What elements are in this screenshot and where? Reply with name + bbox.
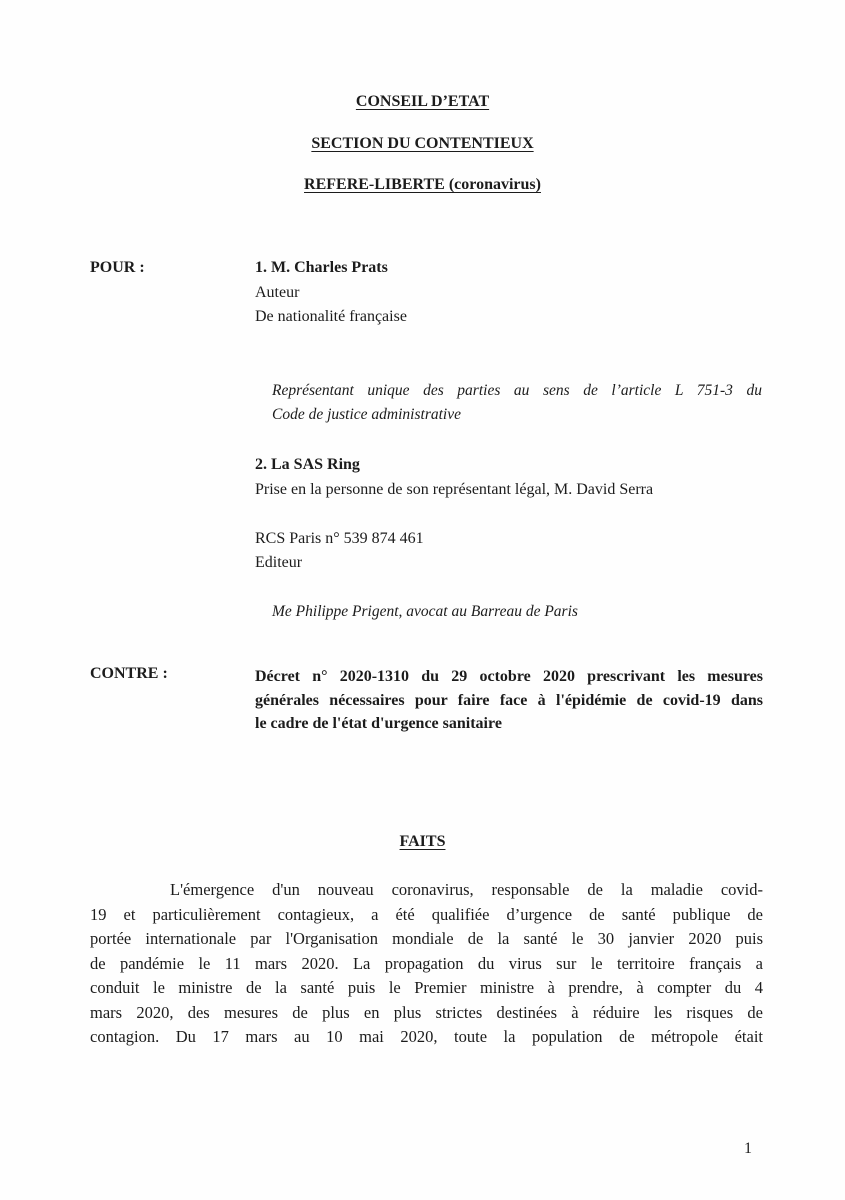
contre-line: le cadre de l'état d'urgence sanitaire <box>255 715 502 732</box>
pour-label: POUR : <box>90 259 145 276</box>
contre-decree-text <box>255 665 763 736</box>
faits-line: mars 2020, des mesures de plus en plus strictes destinées à réduire les risques de <box>90 1002 763 1022</box>
party1-role: Auteur <box>255 284 300 301</box>
party2-rcs: RCS Paris n° 539 874 461 <box>255 530 424 547</box>
party1-nationality: De nationalité française <box>255 308 407 325</box>
contre-label: CONTRE : <box>90 665 168 682</box>
faits-line: L'émergence d'un nouveau coronavirus, responsable de la maladie covid- <box>170 880 763 899</box>
party1-note-line2: Code de justice administrative <box>272 406 461 423</box>
party1-name: 1. M. Charles Prats <box>255 259 388 276</box>
faits-line: portée internationale par l'Organisation mondiale de la santé le 30 janvier 2020 puis <box>90 929 763 948</box>
contre-line: générales nécessaires pour faire face à l'épidémie de covid-19 dans <box>255 691 763 709</box>
party2-name: 2. La SAS Ring <box>255 456 360 473</box>
faits-paragraph <box>90 878 763 1050</box>
faits-line: conduit le ministre de la santé puis le Premier ministre à prendre, à compter du 4 <box>90 978 763 997</box>
faits-line: 19 et particulièrement contagieux, a été qualifiée d’urgence de santé publique de <box>90 904 763 924</box>
faits-line: de pandémie le 11 mars 2020. La propagation du virus sur le territoire français a <box>90 953 763 973</box>
faits-line: contagion. Du 17 mars au 10 mai 2020, toute la population de métropole était <box>90 1027 763 1046</box>
party2-role: Editeur <box>255 554 303 571</box>
heading-section-contentieux: SECTION DU CONTENTIEUX <box>311 135 534 152</box>
party1-note-line1: Représentant unique des parties au sens de l’article L 751-3 du <box>272 382 762 399</box>
page-number: 1 <box>744 1140 752 1157</box>
faits-heading: FAITS <box>399 833 446 850</box>
contre-line: Décret n° 2020-1310 du 29 octobre 2020 prescrivant les mesures <box>255 668 763 685</box>
party2-representative: Prise en la personne de son représentant légal, M. David Serra <box>255 481 654 498</box>
party2-lawyer: Me Philippe Prigent, avocat au Barreau de Paris <box>272 603 578 620</box>
heading-refere-liberte: REFERE-LIBERTE (coronavirus) <box>304 176 541 193</box>
heading-conseil-etat: CONSEIL D’ETAT <box>355 93 490 110</box>
